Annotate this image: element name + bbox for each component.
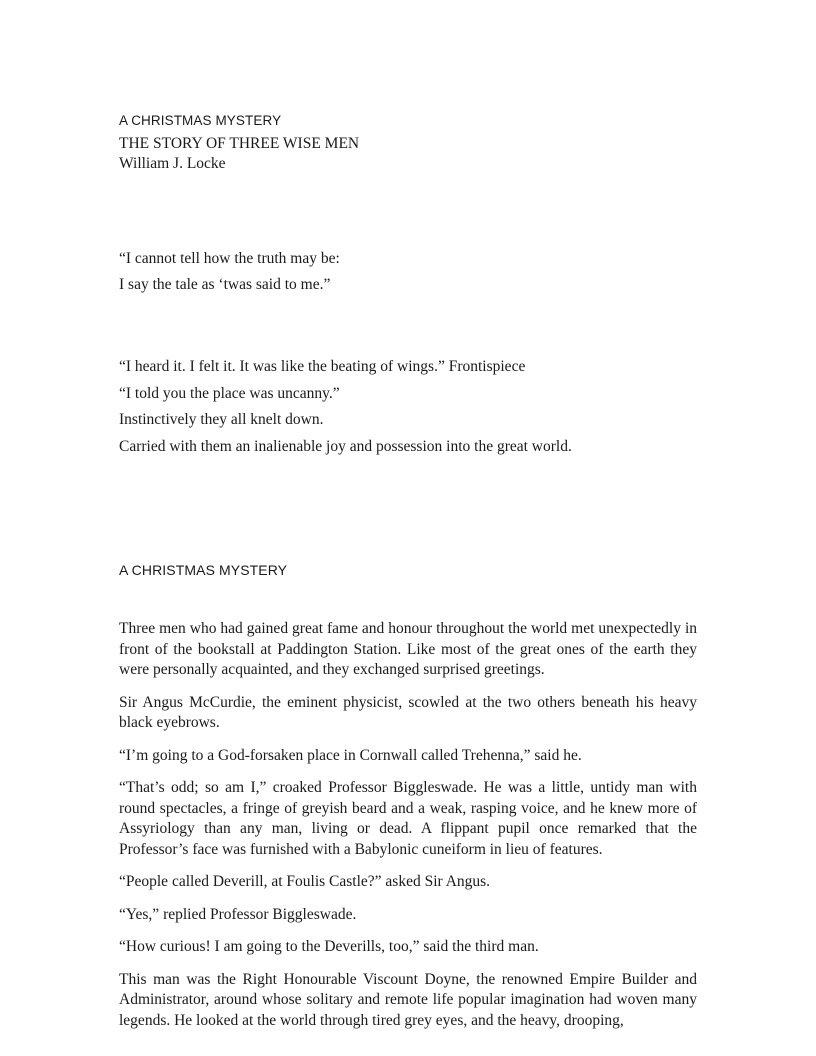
illustration-caption-list [119,354,697,460]
document-title: A CHRISTMAS MYSTERY [119,113,282,128]
document-subtitle: THE STORY OF THREE WISE MEN [119,135,360,152]
body-paragraph: “How curious! I am going to the Deverills, too,” said the third man. [119,938,539,955]
caption-line: Instinctively they all knelt down. [119,411,324,428]
body-paragraph: Sir Angus McCurdie, the eminent physicist, scowled at the two others beneath his heavy black eyebrows. [119,693,697,731]
epigraph-line: I say the tale as ‘twas said to me.” [119,276,331,293]
body-paragraph: “That’s odd; so am I,” croaked Professor Biggleswade. He was a little, untidy man with round spectacles, a fringe of greyish beard and a weak, rasping voice, and he knew more of Assyriology than any man, living or dead. A flippant pupil once remarked that the Professor’s face was furnished with a Babylonic cuneiform in lieu of features. [119,779,697,858]
document-author: William J. Locke [119,155,226,172]
caption-line: “I heard it. I felt it. It was like the beating of wings.” Frontispiece [119,358,526,375]
page-content [119,110,697,1031]
body-paragraph: “I’m going to a God-forsaken place in Cornwall called Trehenna,” said he. [119,746,582,764]
body-paragraph: “People called Deverill, at Foulis Castle?” asked Sir Angus. [119,873,491,890]
body-paragraph: This man was the Right Honourable Viscount Doyne, the renowned Empire Builder and Administrator, around whose solitary and remote life popular imagination had woven many legends. He looked at the world through tired grey eyes, and the heavy, drooping, [119,970,697,1029]
body-paragraph: Three men who had gained great fame and honour throughout the world met unexpectedly in front of the bookstall at Paddington Station. Like most of the great ones of the earth they were personally acquainted, and they exchanged surprised greetings. [119,620,697,678]
caption-line: Carried with them an inalienable joy and possession into the great world. [119,437,572,455]
caption-line: “I told you the place was uncanny.” [119,384,340,402]
epigraph-line: “I cannot tell how the truth may be: [119,250,340,267]
front-matter-block [119,110,697,174]
chapter-body [119,580,697,1031]
body-paragraph: “Yes,” replied Professor Biggleswade. [119,905,357,923]
chapter-heading: A CHRISTMAS MYSTERY [119,562,288,578]
epigraph-block [119,246,697,298]
